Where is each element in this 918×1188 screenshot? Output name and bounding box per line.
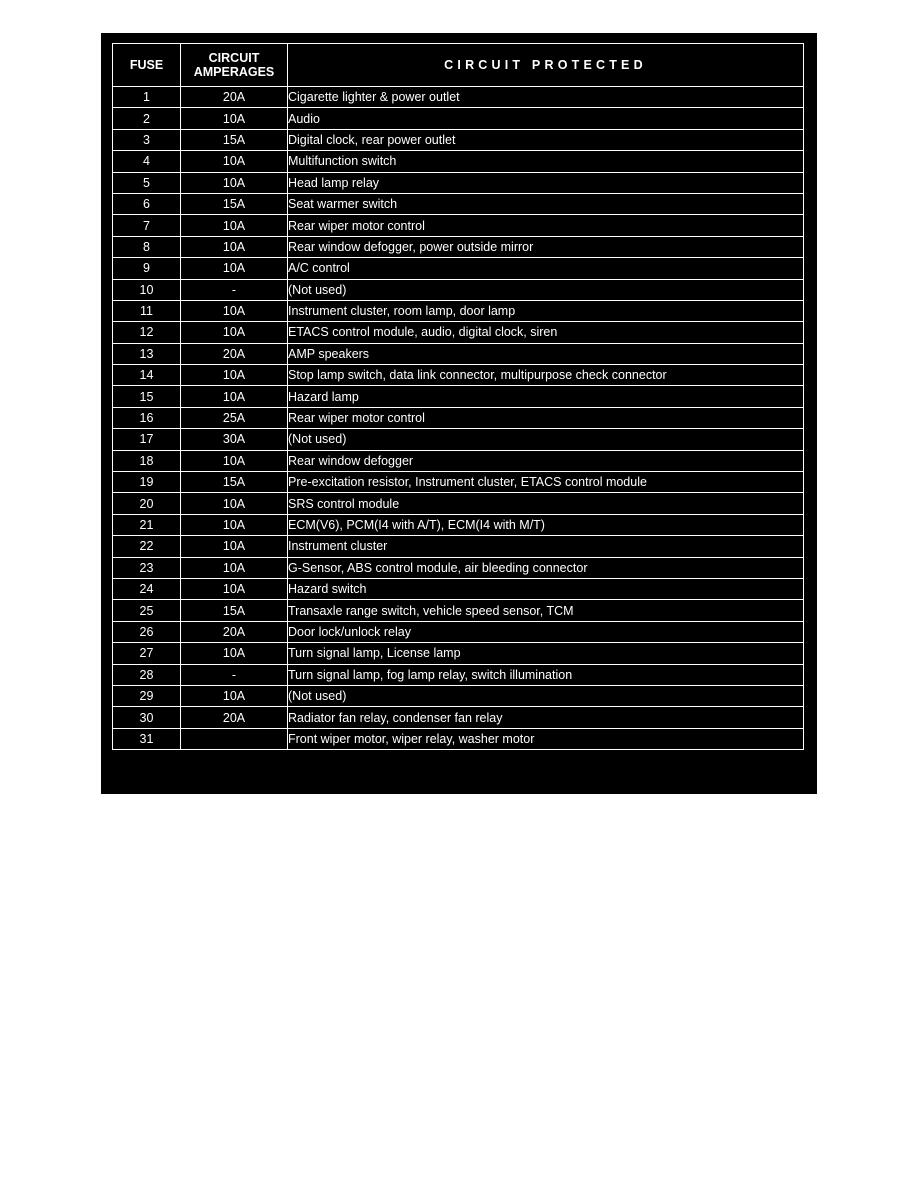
fuse-number-cell: 8 bbox=[113, 236, 181, 257]
fuse-number-cell: 14 bbox=[113, 365, 181, 386]
circuit-protected-cell: Instrument cluster bbox=[288, 536, 804, 557]
fuse-number-cell: 18 bbox=[113, 450, 181, 471]
circuit-protected-cell: Hazard lamp bbox=[288, 386, 804, 407]
table-row bbox=[113, 365, 804, 386]
fuse-table-body bbox=[113, 87, 804, 750]
table-row bbox=[113, 664, 804, 685]
table-row bbox=[113, 707, 804, 728]
circuit-protected-cell: SRS control module bbox=[288, 493, 804, 514]
circuit-protected-cell: (Not used) bbox=[288, 429, 804, 450]
table-header-row bbox=[113, 44, 804, 87]
fuse-number-cell: 10 bbox=[113, 279, 181, 300]
amperage-cell: 15A bbox=[181, 193, 288, 214]
circuit-protected-cell: G-Sensor, ABS control module, air bleeding connector bbox=[288, 557, 804, 578]
circuit-protected-cell: AMP speakers bbox=[288, 343, 804, 364]
fuse-number-cell: 27 bbox=[113, 643, 181, 664]
circuit-protected-cell: Rear wiper motor control bbox=[288, 215, 804, 236]
table-row bbox=[113, 300, 804, 321]
circuit-protected-cell: Hazard switch bbox=[288, 578, 804, 599]
fuse-number-cell: 29 bbox=[113, 685, 181, 706]
table-row bbox=[113, 343, 804, 364]
circuit-protected-cell: Rear window defogger, power outside mirror bbox=[288, 236, 804, 257]
amperage-cell: 20A bbox=[181, 343, 288, 364]
amperage-cell: 10A bbox=[181, 172, 288, 193]
fuse-number-cell: 20 bbox=[113, 493, 181, 514]
circuit-protected-cell: A/C control bbox=[288, 258, 804, 279]
fuse-number-cell: 22 bbox=[113, 536, 181, 557]
circuit-protected-cell: ECM(V6), PCM(I4 with A/T), ECM(I4 with M/T) bbox=[288, 514, 804, 535]
table-row bbox=[113, 172, 804, 193]
fuse-number-cell: 2 bbox=[113, 108, 181, 129]
amperage-cell: 10A bbox=[181, 300, 288, 321]
table-row bbox=[113, 600, 804, 621]
fuse-number-cell: 24 bbox=[113, 578, 181, 599]
circuit-protected-cell: Multifunction switch bbox=[288, 151, 804, 172]
amperage-cell: 10A bbox=[181, 215, 288, 236]
amperage-cell: 15A bbox=[181, 472, 288, 493]
amperage-cell: 10A bbox=[181, 557, 288, 578]
fuse-number-cell: 19 bbox=[113, 472, 181, 493]
amperage-cell: - bbox=[181, 664, 288, 685]
table-row bbox=[113, 514, 804, 535]
amperage-cell bbox=[181, 728, 288, 749]
fuse-number-cell: 25 bbox=[113, 600, 181, 621]
amperage-cell: 10A bbox=[181, 493, 288, 514]
circuit-protected-cell: Pre-excitation resistor, Instrument cluster, ETACS control module bbox=[288, 472, 804, 493]
circuit-protected-cell: Turn signal lamp, License lamp bbox=[288, 643, 804, 664]
table-row bbox=[113, 193, 804, 214]
amperage-cell: 10A bbox=[181, 536, 288, 557]
table-row bbox=[113, 407, 804, 428]
amperage-cell: 10A bbox=[181, 151, 288, 172]
fuse-number-cell: 23 bbox=[113, 557, 181, 578]
table-row bbox=[113, 322, 804, 343]
fuse-table-panel bbox=[101, 33, 817, 794]
fuse-number-cell: 31 bbox=[113, 728, 181, 749]
circuit-protected-cell: Audio bbox=[288, 108, 804, 129]
circuit-protected-cell: Front wiper motor, wiper relay, washer motor bbox=[288, 728, 804, 749]
table-row bbox=[113, 215, 804, 236]
fuse-number-cell: 30 bbox=[113, 707, 181, 728]
fuse-number-cell: 5 bbox=[113, 172, 181, 193]
table-row bbox=[113, 151, 804, 172]
circuit-protected-cell: Head lamp relay bbox=[288, 172, 804, 193]
fuse-number-cell: 12 bbox=[113, 322, 181, 343]
table-row bbox=[113, 493, 804, 514]
fuse-number-cell: 15 bbox=[113, 386, 181, 407]
table-row bbox=[113, 386, 804, 407]
circuit-protected-cell: ETACS control module, audio, digital clock, siren bbox=[288, 322, 804, 343]
amperage-cell: 10A bbox=[181, 514, 288, 535]
fuse-number-cell: 21 bbox=[113, 514, 181, 535]
table-row bbox=[113, 236, 804, 257]
table-row bbox=[113, 279, 804, 300]
table-row bbox=[113, 87, 804, 108]
table-row bbox=[113, 429, 804, 450]
header-amperage-line1: CIRCUIT bbox=[208, 51, 260, 65]
circuit-protected-cell: Seat warmer switch bbox=[288, 193, 804, 214]
fuse-number-cell: 13 bbox=[113, 343, 181, 364]
amperage-cell: 25A bbox=[181, 407, 288, 428]
circuit-protected-cell: (Not used) bbox=[288, 685, 804, 706]
header-fuse: FUSE bbox=[113, 44, 181, 87]
fuse-number-cell: 9 bbox=[113, 258, 181, 279]
amperage-cell: - bbox=[181, 279, 288, 300]
table-row bbox=[113, 643, 804, 664]
amperage-cell: 10A bbox=[181, 108, 288, 129]
fuse-number-cell: 16 bbox=[113, 407, 181, 428]
amperage-cell: 10A bbox=[181, 450, 288, 471]
amperage-cell: 15A bbox=[181, 600, 288, 621]
amperage-cell: 10A bbox=[181, 258, 288, 279]
amperage-cell: 10A bbox=[181, 643, 288, 664]
amperage-cell: 10A bbox=[181, 578, 288, 599]
table-row bbox=[113, 536, 804, 557]
table-row bbox=[113, 557, 804, 578]
table-row bbox=[113, 258, 804, 279]
fuse-number-cell: 11 bbox=[113, 300, 181, 321]
header-amperage-line2: AMPERAGES bbox=[193, 65, 275, 79]
fuse-number-cell: 1 bbox=[113, 87, 181, 108]
circuit-protected-cell: Rear wiper motor control bbox=[288, 407, 804, 428]
amperage-cell: 10A bbox=[181, 365, 288, 386]
circuit-protected-cell: Radiator fan relay, condenser fan relay bbox=[288, 707, 804, 728]
circuit-protected-cell: Digital clock, rear power outlet bbox=[288, 129, 804, 150]
amperage-cell: 20A bbox=[181, 621, 288, 642]
circuit-protected-cell: Transaxle range switch, vehicle speed sensor, TCM bbox=[288, 600, 804, 621]
amperage-cell: 10A bbox=[181, 236, 288, 257]
table-row bbox=[113, 621, 804, 642]
table-row bbox=[113, 472, 804, 493]
circuit-protected-cell: Cigarette lighter & power outlet bbox=[288, 87, 804, 108]
circuit-protected-cell: Turn signal lamp, fog lamp relay, switch illumination bbox=[288, 664, 804, 685]
circuit-protected-cell: Rear window defogger bbox=[288, 450, 804, 471]
amperage-cell: 10A bbox=[181, 322, 288, 343]
fuse-number-cell: 28 bbox=[113, 664, 181, 685]
amperage-cell: 10A bbox=[181, 685, 288, 706]
fuse-number-cell: 7 bbox=[113, 215, 181, 236]
fuse-number-cell: 4 bbox=[113, 151, 181, 172]
table-row bbox=[113, 685, 804, 706]
amperage-cell: 30A bbox=[181, 429, 288, 450]
amperage-cell: 20A bbox=[181, 707, 288, 728]
circuit-protected-cell: Stop lamp switch, data link connector, multipurpose check connector bbox=[288, 365, 804, 386]
table-row bbox=[113, 728, 804, 749]
amperage-cell: 15A bbox=[181, 129, 288, 150]
fuse-table bbox=[112, 43, 804, 750]
table-row bbox=[113, 129, 804, 150]
fuse-number-cell: 3 bbox=[113, 129, 181, 150]
fuse-number-cell: 17 bbox=[113, 429, 181, 450]
amperage-cell: 10A bbox=[181, 386, 288, 407]
circuit-protected-cell: Instrument cluster, room lamp, door lamp bbox=[288, 300, 804, 321]
table-row bbox=[113, 578, 804, 599]
header-circuit-protected: CIRCUIT PROTECTED bbox=[288, 44, 804, 87]
amperage-cell: 20A bbox=[181, 87, 288, 108]
table-row bbox=[113, 450, 804, 471]
fuse-number-cell: 6 bbox=[113, 193, 181, 214]
table-row bbox=[113, 108, 804, 129]
circuit-protected-cell: Door lock/unlock relay bbox=[288, 621, 804, 642]
fuse-number-cell: 26 bbox=[113, 621, 181, 642]
circuit-protected-cell: (Not used) bbox=[288, 279, 804, 300]
header-circuit-amperages bbox=[181, 44, 288, 87]
